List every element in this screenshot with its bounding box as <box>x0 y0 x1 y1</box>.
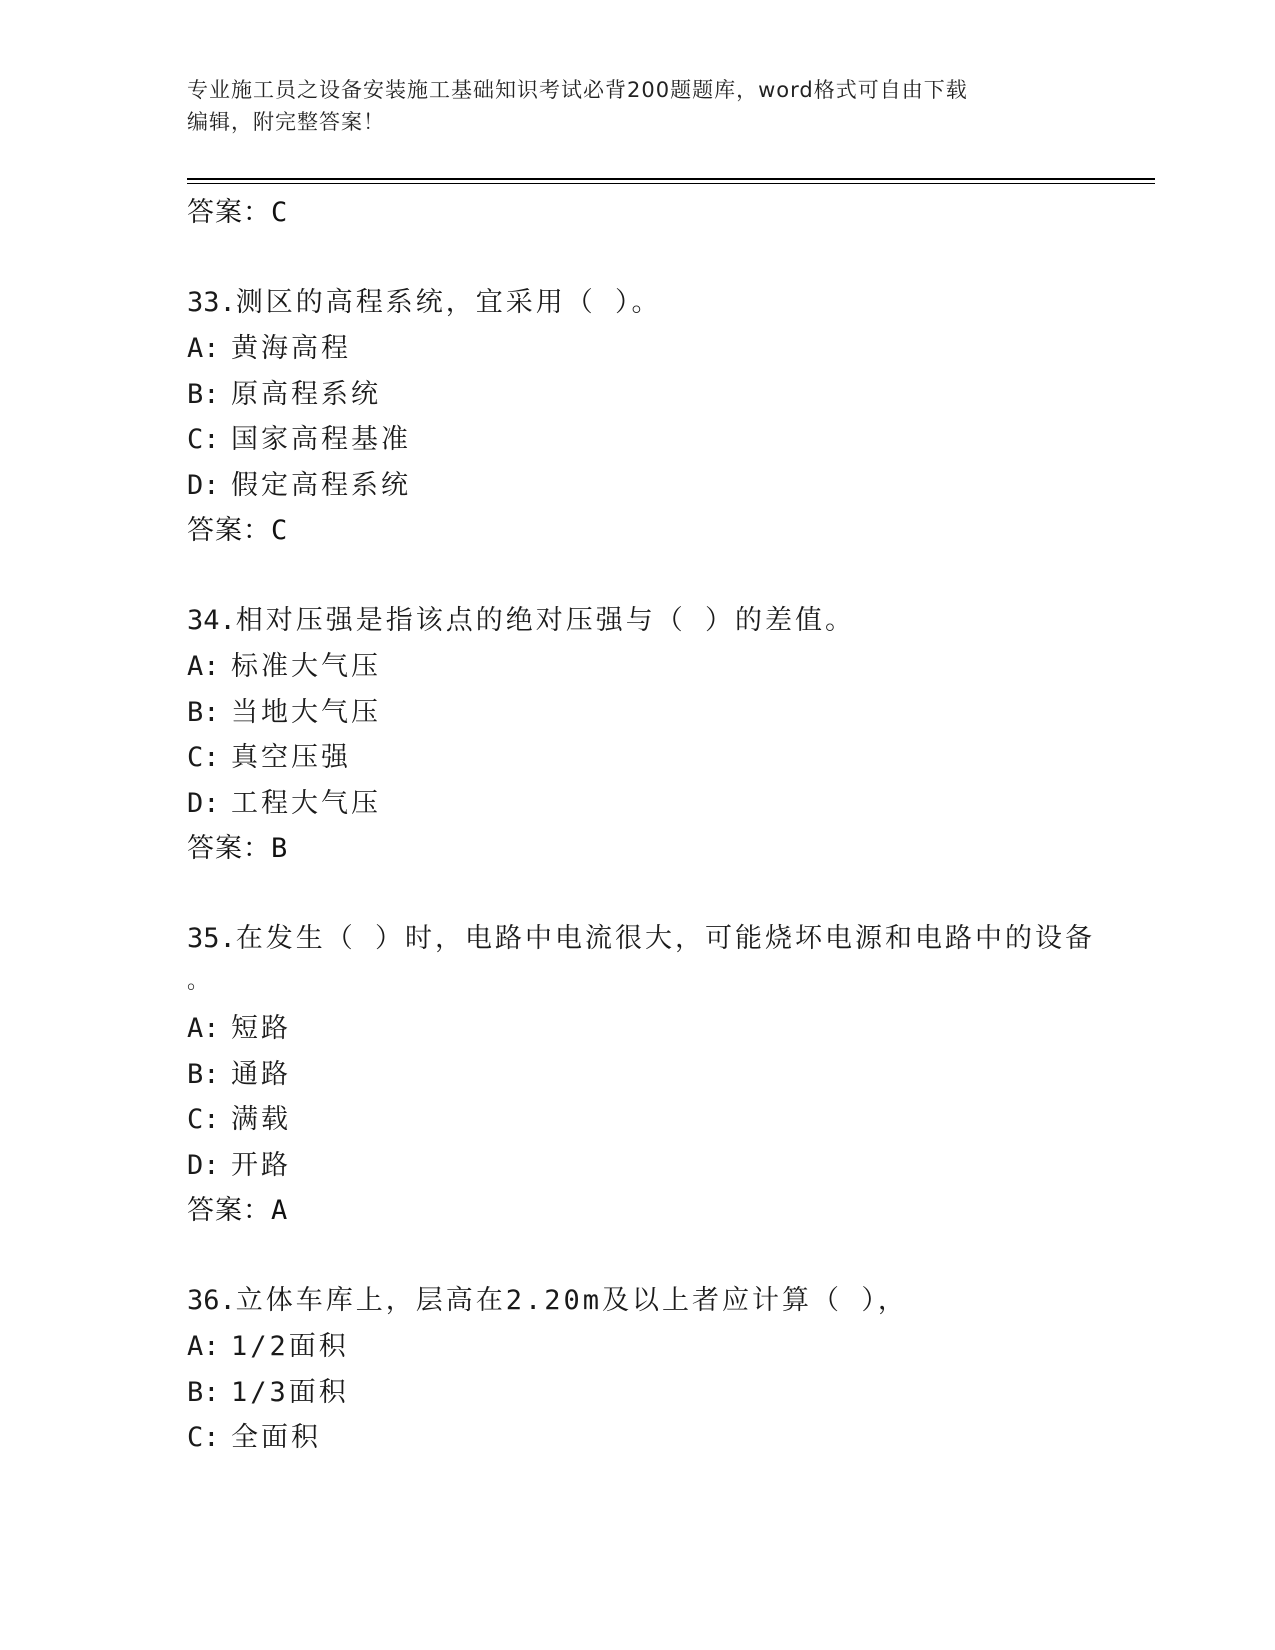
option-letter: C: <box>187 424 220 455</box>
question-gap <box>187 554 1155 598</box>
question-number: 35. <box>187 923 236 954</box>
option-text: 全面积 <box>231 1422 321 1453</box>
answer-option <box>187 781 1155 827</box>
answer-option <box>187 1052 1155 1098</box>
question-stem: 立体车库上，层高在2.20m及以上者应计算（ ）， <box>235 1285 908 1316</box>
answer-line <box>187 826 1155 872</box>
question-block <box>187 916 1155 1234</box>
option-text: 标准大气压 <box>231 651 381 682</box>
option-text: 工程大气压 <box>231 787 381 819</box>
answer-value: C <box>271 197 289 228</box>
answer-label: 答案： <box>187 1195 271 1226</box>
option-text: 当地大气压 <box>231 696 381 728</box>
option-text: 开路 <box>231 1149 291 1181</box>
option-text: 满载 <box>231 1104 291 1135</box>
question-number: 34. <box>187 605 236 636</box>
answer-value: A <box>271 1195 289 1226</box>
question-gap <box>187 236 1155 280</box>
option-letter: B: <box>187 1058 220 1090</box>
answer-option <box>187 1415 1155 1461</box>
answer-option <box>187 372 1155 418</box>
answer-line <box>187 1188 1155 1234</box>
option-letter: A: <box>187 333 220 364</box>
header-divider-thick <box>187 178 1155 180</box>
option-text: 原高程系统 <box>231 378 381 410</box>
option-letter: A: <box>187 1331 220 1362</box>
answer-option <box>187 463 1155 509</box>
answer-option <box>187 644 1155 690</box>
question-stem: 相对压强是指该点的绝对压强与（ ）的差值。 <box>235 605 856 636</box>
question-text <box>187 280 1155 326</box>
option-letter: B: <box>187 1376 220 1408</box>
option-text: 通路 <box>231 1058 291 1090</box>
answer-value: C <box>271 515 289 546</box>
answer-label: 答案： <box>187 833 271 864</box>
answer-label: 答案： <box>187 197 271 228</box>
option-text: 假定高程系统 <box>231 469 411 501</box>
question-block <box>187 598 1155 872</box>
answer-label: 答案： <box>187 515 271 546</box>
question-block <box>187 280 1155 554</box>
option-text: 短路 <box>231 1013 291 1044</box>
option-letter: B: <box>187 378 220 410</box>
header-divider-thin <box>187 183 1155 184</box>
answer-option <box>187 1097 1155 1143</box>
option-text: 1/3面积 <box>231 1376 349 1408</box>
answer-option <box>187 417 1155 463</box>
option-letter: A: <box>187 1013 220 1044</box>
question-stem: 测区的高程系统，宜采用（ ）。 <box>235 287 662 318</box>
option-letter: D: <box>187 1149 220 1181</box>
option-text: 黄海高程 <box>231 333 351 364</box>
option-letter: C: <box>187 1422 220 1453</box>
option-letter: C: <box>187 1104 220 1135</box>
question-text <box>187 916 1155 1006</box>
question-block <box>187 1278 1155 1461</box>
answer-option <box>187 690 1155 736</box>
answer-line <box>187 508 1155 554</box>
answer-value: B <box>271 833 289 864</box>
option-text: 国家高程基准 <box>231 424 411 455</box>
option-text: 真空压强 <box>231 742 351 773</box>
answer-option <box>187 1370 1155 1416</box>
question-gap <box>187 872 1155 916</box>
answer-option <box>187 1324 1155 1370</box>
question-continuation: 。 <box>187 969 213 994</box>
document-header <box>187 74 1067 138</box>
option-letter: C: <box>187 742 220 773</box>
question-text <box>187 1278 1155 1324</box>
answer-option <box>187 1143 1155 1189</box>
answer-option <box>187 1006 1155 1052</box>
option-letter: A: <box>187 651 220 682</box>
option-letter: B: <box>187 696 220 728</box>
question-number: 33. <box>187 287 236 318</box>
header-line-1: 专业施工员之设备安装施工基础知识考试必背200题题库，word格式可自由下载 <box>187 78 968 102</box>
question-text <box>187 598 1155 644</box>
answer-option <box>187 326 1155 372</box>
previous-answer <box>187 190 1155 236</box>
header-line-2: 编辑，附完整答案！ <box>187 110 385 134</box>
answer-option <box>187 735 1155 781</box>
question-number: 36. <box>187 1285 236 1316</box>
option-letter: D: <box>187 787 220 819</box>
option-text: 1/2面积 <box>231 1331 349 1362</box>
option-letter: D: <box>187 469 220 501</box>
question-list <box>187 190 1155 1461</box>
question-stem: 在发生（ ）时，电路中电流很大，可能烧坏电源和电路中的设备 <box>235 923 1096 954</box>
question-gap <box>187 1234 1155 1278</box>
